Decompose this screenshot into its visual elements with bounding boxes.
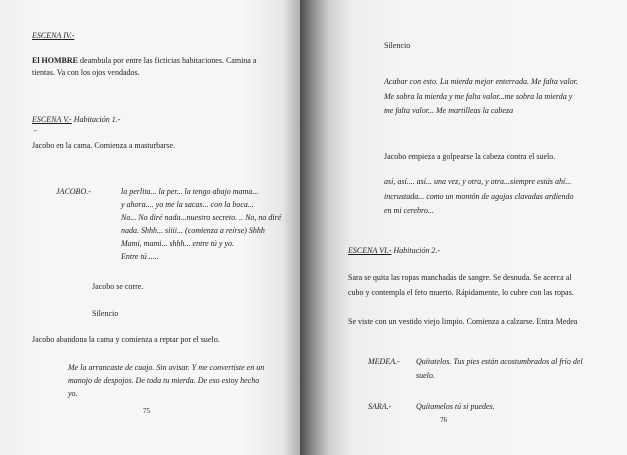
hombre-paragraph-line-2: tientas. Va con los ojos vendados. [32,68,140,77]
sara-line: Quítamelos tú si puedes. [416,402,495,411]
escena-vi-subheading: Habitación 2.- [391,246,441,255]
escena-iv-heading: ESCENA IV.- [32,31,75,40]
jacobo-se-corre: Jacobo se corre. [92,282,144,291]
hombre-name: El HOMBRE [32,56,79,65]
jacobo-golpe: Jacobo empieza a golpearse la cabeza contra el suelo. [384,152,556,161]
silencio-right: Silencio [384,41,411,50]
quote-line-3: me falta valor... Me martilleas la cabeza [384,106,514,115]
hombre-paragraph-line-1 [32,55,256,66]
jacobo-line-5: Mami, mami... shhh... entre tú y yo. [121,239,235,248]
jacobo-line-1: la perlita... la per... la tengo abajo mama... [121,187,259,196]
jacobo-line-6: Entre tú ..... [121,252,159,261]
page-number-left: 75 [143,407,150,415]
medea-line-1: Quítatelos. Tus pies están acostumbrados al frío del [416,357,583,366]
stray-dash: - [34,126,37,135]
escena-vi-heading-line [348,245,440,256]
jacobo-line-4: nada. Shhh... siiii... (comienza a reírse) Shhh [121,226,265,235]
jacobo-abandona: Jacobo abandona la cama y comienza a reptar por el suelo. [32,335,220,344]
escena-vi-heading: ESCENA VI.- [348,246,392,255]
sara-direction-line-2: cubo y contempla el feto muerto. Rápidamente, lo cubre con las ropas. [348,288,574,297]
quote-line-2: Me sobra la mierda y me falta valor...me sobra la mierda y [384,92,573,101]
asi-line-2: incrustada... como un montón de agujas clavadas ardiendo [384,192,574,201]
jacobo-speaker: JACOBO.- [56,187,91,196]
hombre-paragraph-rest: deambula por entre las ficticias habitaciones. Camina a [78,56,257,65]
medea-line-2: suelo. [416,371,435,380]
sara-speaker: SARA.- [368,402,392,411]
escena-v-heading: ESCENA V.- [32,115,72,124]
right-page [300,0,627,455]
medea-speaker: MEDEA.- [368,357,400,366]
final-line-2: manojo de despojos. De toda tu mierda. De eso estoy hecho [68,376,260,385]
final-line-1: Me la arrancaste de cuajo. Sin avisar. Y me convertiste en un [68,363,265,372]
left-page [0,0,300,455]
asi-line-3: en mi cerebro... [384,206,434,215]
final-line-3: yo. [68,389,78,398]
quote-line-1: Acabar con esto. La mierda mejor enterrada. Me falta valor. [384,77,578,86]
silencio-left: Silencio [92,309,119,318]
sara-direction-line-1: Sara se quita las ropas manchadas de sangre. Se desnuda. Se acerca al [348,273,572,282]
jacobo-line-2: y ahora.... yo me la sacas... con la boca... [121,200,254,209]
escena-v-subheading: Habitación 1.- [71,115,121,124]
asi-line-1: así, así.... así... una vez, y otra, y otra...siempre estás ahí... [384,177,572,186]
escena-v-heading-line [32,114,120,125]
jacobo-line-3: No... No diré nada...nuestro secreto. .. No, no diré [121,213,282,222]
jacobo-bed-direction: Jacobo en la cama. Comienza a masturbarse. [32,141,176,150]
page-number-right: 76 [440,416,447,424]
sara-viste: Se viste con un vestido viejo limpio. Comienza a calzarse. Entra Medea [348,317,578,326]
